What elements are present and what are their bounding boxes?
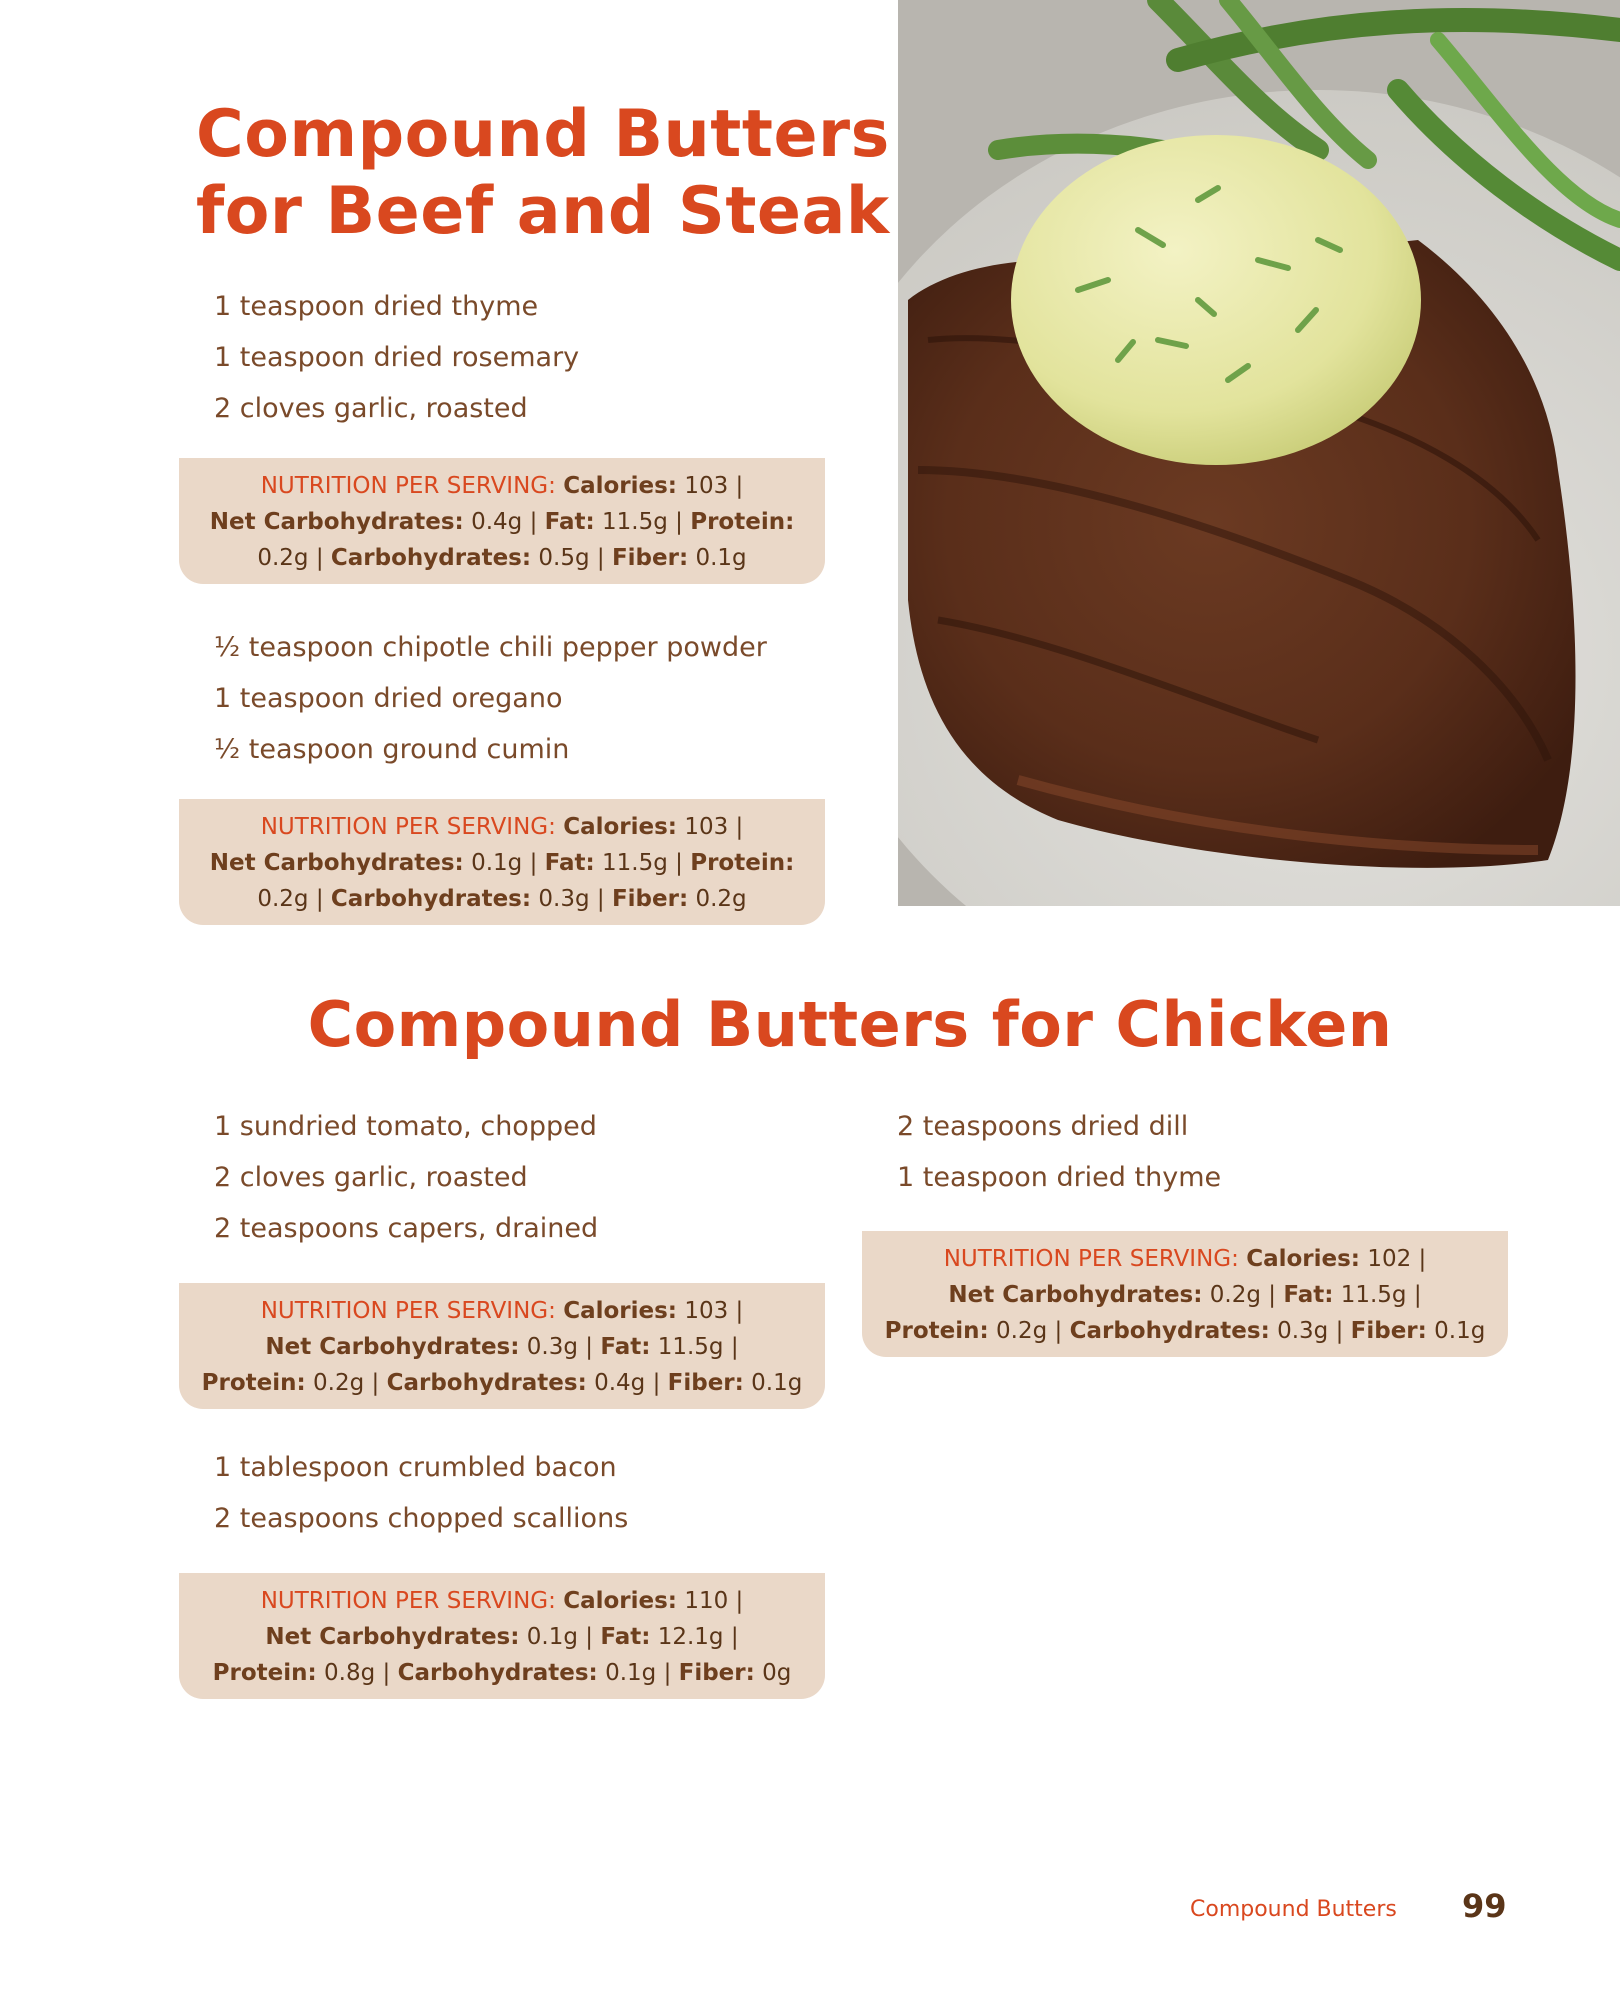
fiber-value: 0.2g xyxy=(695,886,747,912)
ingredient-item: 1 teaspoon dried thyme xyxy=(214,291,539,322)
calories-label: Calories: xyxy=(563,1298,677,1324)
section-title-chicken: Compound Butters for Chicken xyxy=(307,988,1393,1061)
separator: | xyxy=(663,1660,672,1686)
separator: | xyxy=(1413,1282,1422,1308)
separator: | xyxy=(675,850,683,876)
fiber-value: 0.1g xyxy=(751,1370,803,1396)
separator: | xyxy=(735,814,744,840)
fat-label: Fat: xyxy=(544,509,595,535)
protein-value: 0.8g xyxy=(324,1660,376,1686)
ingredient-list-beef-1 xyxy=(214,281,579,434)
calories-value: 103 xyxy=(684,473,729,499)
net-carbs-label: Net Carbohydrates: xyxy=(265,1624,520,1650)
carbs-value: 0.5g xyxy=(538,545,590,571)
nutrition-box-chicken-1 xyxy=(179,1283,825,1409)
carbs-label: Carbohydrates: xyxy=(330,886,532,912)
steak-photo xyxy=(898,0,1620,906)
ingredient-item: 1 teaspoon dried oregano xyxy=(214,683,563,714)
fiber-label: Fiber: xyxy=(611,886,689,912)
net-carbs-value: 0.1g xyxy=(526,1624,578,1650)
protein-label: Protein: xyxy=(884,1318,989,1344)
separator: | xyxy=(1418,1246,1427,1272)
nutrition-header: NUTRITION PER SERVING: xyxy=(260,473,556,499)
separator: | xyxy=(730,1334,739,1360)
carbs-value: 0.3g xyxy=(538,886,590,912)
fat-label: Fat: xyxy=(1283,1282,1334,1308)
ingredient-item: 2 cloves garlic, roasted xyxy=(214,393,528,424)
net-carbs-label: Net Carbohydrates: xyxy=(948,1282,1203,1308)
nutrition-header: NUTRITION PER SERVING: xyxy=(943,1246,1239,1272)
fat-label: Fat: xyxy=(544,850,595,876)
carbs-value: 0.3g xyxy=(1277,1318,1329,1344)
nutrition-box-chicken-3 xyxy=(862,1231,1508,1357)
ingredient-list-chicken-2 xyxy=(214,1442,628,1544)
separator: | xyxy=(652,1370,661,1396)
carbs-label: Carbohydrates: xyxy=(386,1370,587,1396)
separator: | xyxy=(675,509,683,535)
net-carbs-value: 0.2g xyxy=(1209,1282,1261,1308)
separator: | xyxy=(735,1588,744,1614)
protein-value: 0.2g xyxy=(313,1370,365,1396)
ingredient-list-beef-2 xyxy=(214,622,767,775)
calories-value: 110 xyxy=(684,1588,729,1614)
ingredient-list-chicken-3 xyxy=(897,1101,1221,1203)
ingredient-item: 2 teaspoons chopped scallions xyxy=(214,1503,629,1534)
steak-illustration xyxy=(898,0,1620,906)
title-line-2: for Beef and Steak xyxy=(196,174,890,249)
nutrition-box-beef-2 xyxy=(179,799,825,925)
ingredient-list-chicken-1 xyxy=(214,1101,598,1254)
separator: | xyxy=(735,1298,744,1324)
separator: | xyxy=(730,1624,739,1650)
protein-label: Protein: xyxy=(690,509,795,535)
fat-value: 11.5g xyxy=(1340,1282,1407,1308)
net-carbs-label: Net Carbohydrates: xyxy=(209,509,464,535)
ingredient-item: 1 teaspoon dried thyme xyxy=(897,1162,1222,1193)
page-title-beef xyxy=(196,96,916,250)
ingredient-item: 2 teaspoons capers, drained xyxy=(214,1213,599,1244)
separator: | xyxy=(371,1370,380,1396)
protein-label: Protein: xyxy=(212,1660,317,1686)
fiber-value: 0g xyxy=(762,1660,792,1686)
net-carbs-value: 0.1g xyxy=(471,850,523,876)
calories-value: 103 xyxy=(684,814,729,840)
carbs-label: Carbohydrates: xyxy=(397,1660,598,1686)
page-number: 99 xyxy=(1462,1887,1507,1925)
ingredient-item: 1 sundried tomato, chopped xyxy=(214,1111,597,1142)
separator: | xyxy=(1335,1318,1344,1344)
nutrition-header: NUTRITION PER SERVING: xyxy=(260,814,556,840)
footer-section-name: Compound Butters xyxy=(1190,1897,1397,1922)
nutrition-box-beef-1 xyxy=(179,458,825,584)
calories-label: Calories: xyxy=(563,473,677,499)
separator: | xyxy=(529,509,538,535)
separator: | xyxy=(315,886,324,912)
protein-value: 0.2g xyxy=(257,886,309,912)
nutrition-header: NUTRITION PER SERVING: xyxy=(260,1298,556,1324)
protein-label: Protein: xyxy=(201,1370,306,1396)
separator: | xyxy=(382,1660,391,1686)
fiber-label: Fiber: xyxy=(611,545,689,571)
title-line-1: Compound Butters xyxy=(196,97,890,172)
fat-value: 11.5g xyxy=(602,850,668,876)
carbs-label: Carbohydrates: xyxy=(330,545,532,571)
net-carbs-label: Net Carbohydrates: xyxy=(265,1334,520,1360)
protein-value: 0.2g xyxy=(996,1318,1048,1344)
net-carbs-value: 0.3g xyxy=(526,1334,578,1360)
fiber-label: Fiber: xyxy=(667,1370,744,1396)
calories-value: 102 xyxy=(1367,1246,1412,1272)
separator: | xyxy=(596,545,605,571)
carbs-label: Carbohydrates: xyxy=(1069,1318,1270,1344)
calories-label: Calories: xyxy=(563,1588,677,1614)
ingredient-item: ½ teaspoon chipotle chili pepper powder xyxy=(214,632,767,663)
net-carbs-value: 0.4g xyxy=(471,509,523,535)
protein-value: 0.2g xyxy=(257,545,309,571)
carbs-value: 0.4g xyxy=(594,1370,646,1396)
ingredient-item: 2 cloves garlic, roasted xyxy=(214,1162,528,1193)
fiber-value: 0.1g xyxy=(695,545,747,571)
separator: | xyxy=(1054,1318,1063,1344)
fiber-label: Fiber: xyxy=(678,1660,755,1686)
fat-label: Fat: xyxy=(600,1624,651,1650)
separator: | xyxy=(596,886,605,912)
nutrition-header: NUTRITION PER SERVING: xyxy=(260,1588,556,1614)
ingredient-item: 1 teaspoon dried rosemary xyxy=(214,342,580,373)
fat-value: 11.5g xyxy=(602,509,668,535)
fat-label: Fat: xyxy=(600,1334,651,1360)
fiber-value: 0.1g xyxy=(1434,1318,1486,1344)
calories-value: 103 xyxy=(684,1298,729,1324)
fiber-label: Fiber: xyxy=(1350,1318,1427,1344)
ingredient-item: 2 teaspoons dried dill xyxy=(897,1111,1189,1142)
ingredient-item: ½ teaspoon ground cumin xyxy=(214,734,570,765)
carbs-value: 0.1g xyxy=(605,1660,657,1686)
separator: | xyxy=(735,473,744,499)
calories-label: Calories: xyxy=(1246,1246,1360,1272)
protein-label: Protein: xyxy=(690,850,795,876)
ingredient-item: 1 tablespoon crumbled bacon xyxy=(214,1452,617,1483)
fat-value: 12.1g xyxy=(657,1624,724,1650)
nutrition-box-chicken-2 xyxy=(179,1573,825,1699)
calories-label: Calories: xyxy=(563,814,677,840)
separator: | xyxy=(585,1624,594,1650)
separator: | xyxy=(585,1334,594,1360)
separator: | xyxy=(315,545,324,571)
separator: | xyxy=(1268,1282,1277,1308)
net-carbs-label: Net Carbohydrates: xyxy=(209,850,464,876)
separator: | xyxy=(529,850,538,876)
fat-value: 11.5g xyxy=(657,1334,724,1360)
